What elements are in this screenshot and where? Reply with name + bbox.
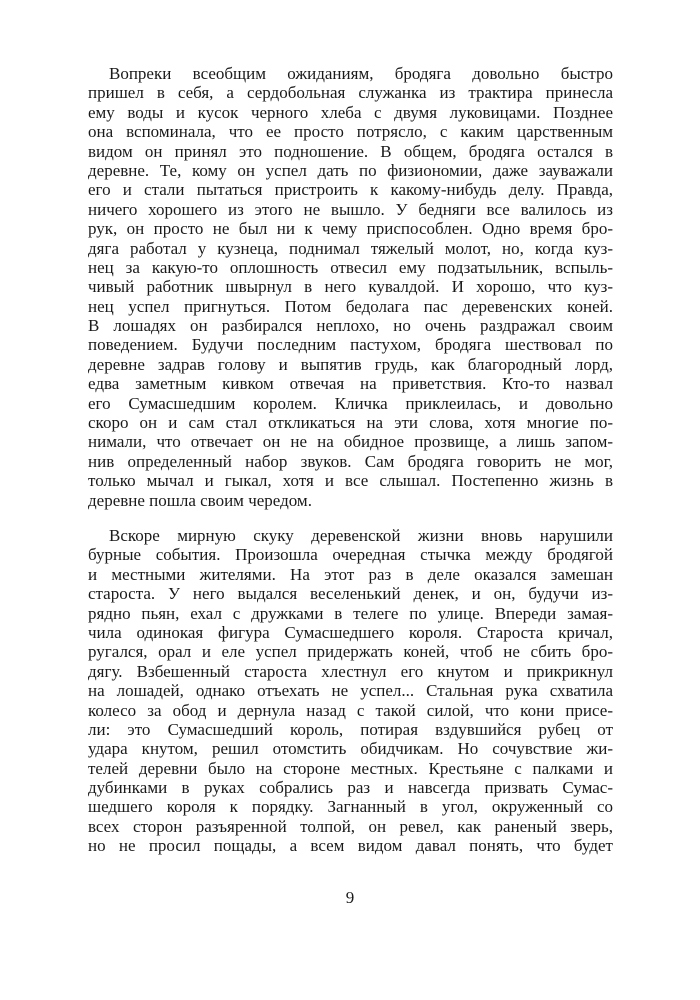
text-line: рядно пьян, ехал с дружками в телеге по улице. Впереди замая- [88,603,613,623]
text-line: дягу. Взбешенный староста хлестнул его кнутом и прикрикнул [88,661,613,681]
text-line: дубинками в руках собрались раз и навсегда призвать Сумас- [88,778,613,798]
text-line: В лошадях он разбирался неплохо, но очень раздражал своим [88,316,613,336]
paragraph [88,64,613,510]
text-line: нив определенный набор звуков. Сам бродяга говорить не мог, [88,451,613,471]
text-line: поведением. Будучи последним пастухом, бродяга шествовал по [88,335,613,355]
text-line: бурные события. Произошла очередная стычка между бродягой [88,545,613,565]
text-line: ругался, орал и еле успел придержать коней, чтоб не сбить бро- [88,642,613,662]
text-line: деревне пошла своим чередом. [88,490,312,510]
text-line: и местными жителями. На этот раз в деле оказался замешан [88,564,613,584]
text-line: его Сумасшедшим королем. Кличка приклеилась, и довольно [88,393,613,413]
text-line: нец успел пригнуться. Потом бедолага пас деревенских коней. [88,296,613,316]
text-line: чила одинокая фигура Сумасшедшего короля. Староста кричал, [88,622,613,642]
paragraph [88,526,613,856]
page-body [88,64,613,856]
text-line: нец за какую-то оплошность отвесил ему подзатыльник, вспыль- [88,257,613,277]
text-line: удара кнутом, решил отомстить обидчикам. Но сочувствие жи- [88,739,613,759]
text-line: пришел в себя, а сердобольная служанка из трактира принесла [88,83,613,103]
text-line: только мычал и гыкал, хотя и все слышал. Постепенно жизнь в [88,471,613,491]
text-line: ли: это Сумасшедший король, потирая вздувшийся рубец от [88,719,613,739]
text-line: Вскоре мирную скуку деревенской жизни вновь нарушили [109,525,613,545]
text-line: Вопреки всеобщим ожиданиям, бродяга довольно быстро [109,64,613,83]
text-line: нимали, что отвечает он не на обидное прозвище, а лишь запом- [88,432,613,452]
text-line: но не просил пощады, а всем видом давал понять, что будет [88,836,613,856]
text-line: деревне. Те, кому он успел дать по физиономии, даже зауважали [88,160,613,180]
text-line: на лошадей, однако отъехать не успел... Стальная рука схватила [88,681,613,701]
text-line: чивый работник швырнул в него кувалдой. И хорошо, что куз- [88,277,613,297]
text-line: деревне задрав голову и выпятив грудь, как благородный лорд, [88,354,613,374]
text-line: дяга работал у кузнеца, поднимал тяжелый молот, но, когда куз- [88,238,613,258]
text-line: едва заметным кивком отвечая на приветствия. Кто-то назвал [88,374,613,394]
text-line: всех сторон разъяренной толпой, он ревел, как раненый зверь, [88,816,613,836]
text-line: рук, он просто не был ни к чему приспособлен. Одно время бро- [88,219,613,239]
text-line: видом он принял это подношение. В общем, бродяга остался в [88,141,613,161]
text-line: она вспоминала, что ее просто потрясло, с каким царственным [88,122,613,142]
text-line: колесо за обод и дернула назад с такой силой, что кони присе- [88,700,613,720]
text-line: скоро он и сам стал откликаться на эти слова, хотя многие по- [88,413,613,433]
text-line: ему воды и кусок черного хлеба с двумя луковицами. Позднее [88,102,613,122]
text-line: его и стали пытаться пристроить к какому-нибудь делу. Правда, [88,180,613,200]
text-line: телей деревни было на стороне местных. Крестьяне с палками и [88,758,613,778]
page-number: 9 [345,888,355,907]
text-line: шедшего короля к порядку. Загнанный в угол, окруженный со [88,797,613,817]
text-line: староста. У него выдался веселенький денек, и он, будучи из- [88,584,613,604]
text-line: ничего хорошего из этого не вышло. У бедняги все валилось из [88,199,613,219]
